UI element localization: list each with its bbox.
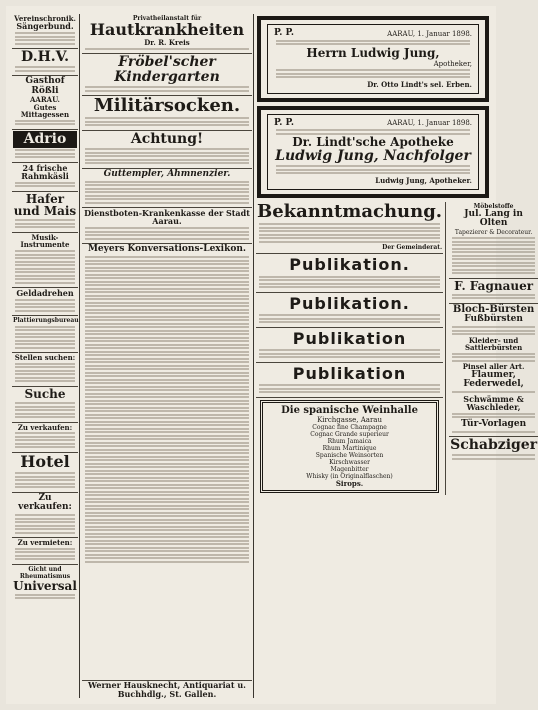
date-2: AARAU, 1. Januar 1898. (387, 119, 472, 128)
weinhalle-item: Rhum Martinique (322, 445, 377, 453)
ad-gasthof (12, 76, 78, 129)
heading-plattierung: Plattierungsbureau (13, 317, 79, 325)
ad-achtung (82, 131, 252, 169)
heading-vereinschronik: Vereinschronik. (14, 14, 76, 23)
weinhalle-item: Cognac fine Champagne (312, 424, 387, 432)
ad-geld (12, 288, 78, 316)
hk-heading: Privatheilanstalt für (132, 15, 202, 22)
signature-2: Ludwig Jung, Apotheker. (375, 175, 472, 185)
heading-saengerbund: Sängerbund. (16, 21, 74, 32)
heading-dhv: D.H.V. (21, 49, 69, 66)
publikation-title-4: Publikation (292, 363, 407, 383)
moebelstoffe-label: Möbelstoffe (473, 202, 514, 210)
ad-dienstboten (82, 208, 252, 244)
heading-gasthof: Gasthof Rößli (25, 76, 65, 96)
heading-adrio: Adrio (13, 131, 77, 148)
ad-schabziger (449, 437, 538, 463)
name-jung-1: Herrn Ludwig Jung, (306, 45, 440, 60)
weinhalle-footer: Sirops. (335, 479, 364, 489)
signature-1: Dr. Otto Lindt's sel. Erben. (367, 79, 472, 89)
dienstboten-title: Dienstboten-Krankenkasse der Stadt Aarau. (84, 208, 250, 227)
ad-hotel (12, 453, 78, 493)
heading-mittagessen: Gutes Mittagessen (20, 102, 70, 119)
apotheker-1: Apotheker, (433, 59, 472, 68)
weinhalle-item: Magenbitter (330, 466, 369, 474)
heading-stellen: Stellen suchen: (14, 353, 76, 363)
ad-fagnauer (449, 279, 538, 304)
kleider-buersten: Kleider- und Sattlerbürsten (464, 335, 523, 352)
ad-adrio (12, 130, 78, 163)
weinhalle-title: Die spanische Weinhalle (281, 404, 418, 416)
notice-publikation-4 (256, 363, 443, 398)
hk-title: Hautkrankheiten (89, 20, 245, 39)
publikation-title-2: Publikation. (289, 293, 410, 313)
bekanntmachung-title: Bekanntmachung. (257, 200, 443, 222)
tuer-vorlagen: Tür-Vorlagen (461, 418, 527, 429)
gemeinderat-sig: Der Gemeinderat. (382, 244, 443, 252)
ad-rahmkaesli (12, 163, 78, 192)
schwaemme-label: Schwämme & Waschleder, (463, 393, 524, 412)
heading-aarau: AARAU. (29, 95, 60, 105)
militaer-title: Militärsocken. (93, 95, 241, 117)
guttempler-title: Guttempler, Ahmnenzier. (103, 168, 231, 179)
ad-vermieten (12, 538, 78, 565)
weinhalle-item: Cognac Grande superieur (310, 431, 389, 439)
heading-geld: Geldadrehen (16, 288, 74, 299)
apotheke-title: Dr. Lindt'sche Apotheke (292, 135, 454, 150)
heading-hotel: Hotel (20, 451, 70, 471)
achtung-title: Achtung! (130, 130, 204, 147)
heading-gicht: Gicht und Rheumatismus (19, 565, 71, 580)
ad-hautkrankheiten (82, 14, 252, 54)
ad-weinhalle (260, 400, 439, 494)
kindergarten-title: Fröbel'scher Kindergarten (114, 54, 220, 85)
nachfolger-title: Ludwig Jung, Nachfolger (275, 148, 471, 165)
pp-1: P. P. (274, 28, 294, 38)
tapezierer-label: Tapezierer & Decorateur. (454, 228, 533, 236)
ad-lang-olten (449, 202, 538, 279)
notice-bekanntmachung (256, 202, 443, 254)
lang-olten-title: Jul. Lang in Olten (464, 208, 523, 229)
ad-gicht (12, 565, 78, 603)
heading-vermieten: Zu vermieten: (17, 538, 73, 548)
notice-lindt-2 (257, 106, 489, 198)
heading-suche: Suche (24, 386, 66, 401)
weinhalle-item: Kirschwasser (329, 459, 370, 467)
column-right (256, 14, 538, 698)
weinhalle-address: Kirchgasse, Aarau (317, 416, 382, 425)
fagnauer-title: F. Fagnauer (454, 278, 534, 293)
flaumer-label: Flaumer, (471, 369, 516, 380)
column-left (12, 14, 78, 698)
schabziger-title: Schabziger (450, 437, 538, 454)
lexikon-title: Meyers Konversations-Lexikon. (87, 244, 247, 255)
weinhalle-item: Whisky (in Originalflaschen) (306, 473, 393, 481)
ad-lexikon (82, 244, 252, 566)
federwedel-label: Federwedel, (463, 379, 524, 390)
fuss-buersten: Fußbürsten (464, 314, 523, 325)
ad-buersten (449, 304, 538, 438)
column-middle (82, 14, 252, 698)
ad-hafer (12, 192, 78, 233)
date-1: AARAU, 1. Januar 1898. (387, 29, 472, 38)
heading-rahmkaesli: 24 frische Rahmkäsli (21, 162, 69, 181)
notice-lindt-1 (257, 16, 489, 102)
notice-publikation-1 (256, 254, 443, 293)
ad-plattierung (12, 316, 78, 353)
weinhalle-item: Spanische Weinsorten (315, 452, 384, 460)
bloch-buersten: Bloch-Bürsten (452, 303, 535, 315)
weinhalle-item: Rhum Jamaica (327, 438, 372, 446)
publikation-title-1: Publikation. (289, 255, 410, 275)
ad-verkaufen-2 (12, 493, 78, 538)
ad-verkaufen (12, 423, 78, 453)
ad-stellen (12, 353, 78, 387)
ad-militaersocken (82, 96, 252, 131)
heading-verkaufen: Zu verkaufen: (17, 422, 73, 432)
pinsel-label: Pinsel aller Art. (462, 362, 525, 372)
heading-verkaufen-2: Zu verkaufen: (18, 492, 72, 513)
ad-vereinschronik (12, 14, 78, 49)
newspaper-page (6, 6, 538, 704)
notice-publikation-2 (256, 293, 443, 328)
pp-2: P. P. (274, 117, 294, 128)
ad-kindergarten (82, 54, 252, 96)
ad-dhv (12, 49, 78, 76)
ad-musik (12, 233, 78, 288)
ad-guttempler (82, 169, 252, 208)
ad-suche (12, 387, 78, 423)
heading-hafer: Hafer und Mais (13, 191, 77, 219)
publikation-title-3: Publikation (292, 328, 407, 348)
heading-musik: Musik-Instrumente (20, 232, 70, 250)
notice-publikation-3 (256, 328, 443, 363)
footer-hausknecht: Werner Hausknecht, Antiquariat u. Buchhdlg., St. Gallen. (82, 680, 252, 698)
hk-doctor: Dr. R. Kreis (144, 37, 190, 47)
heading-universal: Universal (13, 578, 77, 593)
